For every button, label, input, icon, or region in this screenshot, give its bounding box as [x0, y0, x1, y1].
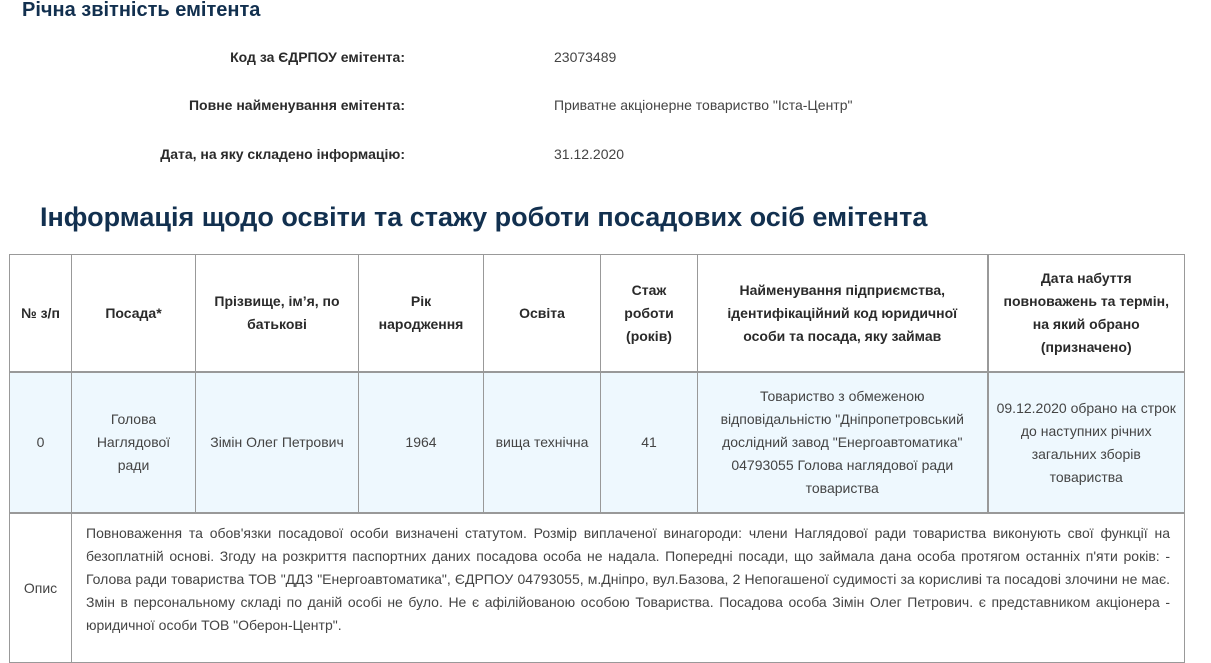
table-row [10, 372, 1185, 513]
info-row-full-name [0, 97, 1211, 117]
description-text: Повноваження та обов'язки посадової особи визначені статутом. Розмір виплаченої винагороди: члени Наглядової ради товариства виконують свої функції на безоплатній основі. Згоду на розкриття паспортних даних посадова особа не надала. Попередні посади, що займала дана особа протягом останніх п'яти років: - Голова ради товариства ТОВ "ДДЗ "Енергоавтоматика", ЄДРПОУ 04793055, м.Дніпро, вул.Базова, 2 Непогашеної судимості за корисливі та посадові злочини не має. Змін в персональному складі по даній особі не було. Не є афілійованою особою Товариства. Посадова особа Зімін Олег Петрович. є представником акціонера - юридичної особи ТОВ "Оберон-Центр". [72, 513, 1185, 663]
full-name-label: Повне найменування емітента: [188, 97, 405, 113]
info-row-edrpou [0, 49, 1211, 69]
header-prev-employer: Найменування підприємства, ідентифікаційний код юридичної особи та посада, яку займав [698, 255, 988, 373]
header-birth-year: Рік народження [359, 255, 484, 373]
section-title: Інформація щодо освіти та стажу роботи посадових осіб емітента [40, 202, 928, 232]
edrpou-label: Код за ЄДРПОУ емітента: [230, 49, 405, 65]
cell-appointment: 09.12.2020 обрано на строк до наступних річних загальних зборів товариства [988, 372, 1185, 513]
header-education: Освіта [484, 255, 601, 373]
report-title: Річна звітність емітента [22, 0, 261, 21]
cell-birth-year: 1964 [359, 372, 484, 513]
description-row [10, 513, 1185, 663]
header-num: № з/п [10, 255, 72, 373]
cell-name: Зімін Олег Петрович [196, 372, 359, 513]
date-value: 31.12.2020 [554, 146, 625, 162]
info-row-date [0, 146, 1211, 166]
header-position: Посада* [72, 255, 196, 373]
cell-position: Голова Наглядової ради [72, 372, 196, 513]
header-appointment: Дата набуття повноважень та термін, на який обрано (призначено) [988, 255, 1185, 373]
edrpou-value: 23073489 [554, 49, 617, 65]
cell-experience: 41 [601, 372, 698, 513]
header-experience: Стаж роботи (років) [601, 255, 698, 373]
cell-num: 0 [10, 372, 72, 513]
cell-prev-employer: Товариство з обмеженою відповідальністю "Дніпропетровський дослідний завод "Енергоавтоматика" 04793055 Голова наглядової ради товариства [698, 372, 988, 513]
officers-table [9, 254, 1185, 663]
header-name: Прізвище, ім’я, по батькові [196, 255, 359, 373]
full-name-value: Приватне акціонерне товариство "Іста-Центр" [554, 97, 853, 113]
table-header-row [10, 255, 1185, 373]
description-label: Опис [10, 513, 72, 663]
date-label: Дата, на яку складено інформацію: [160, 146, 405, 162]
cell-education: вища технічна [484, 372, 601, 513]
